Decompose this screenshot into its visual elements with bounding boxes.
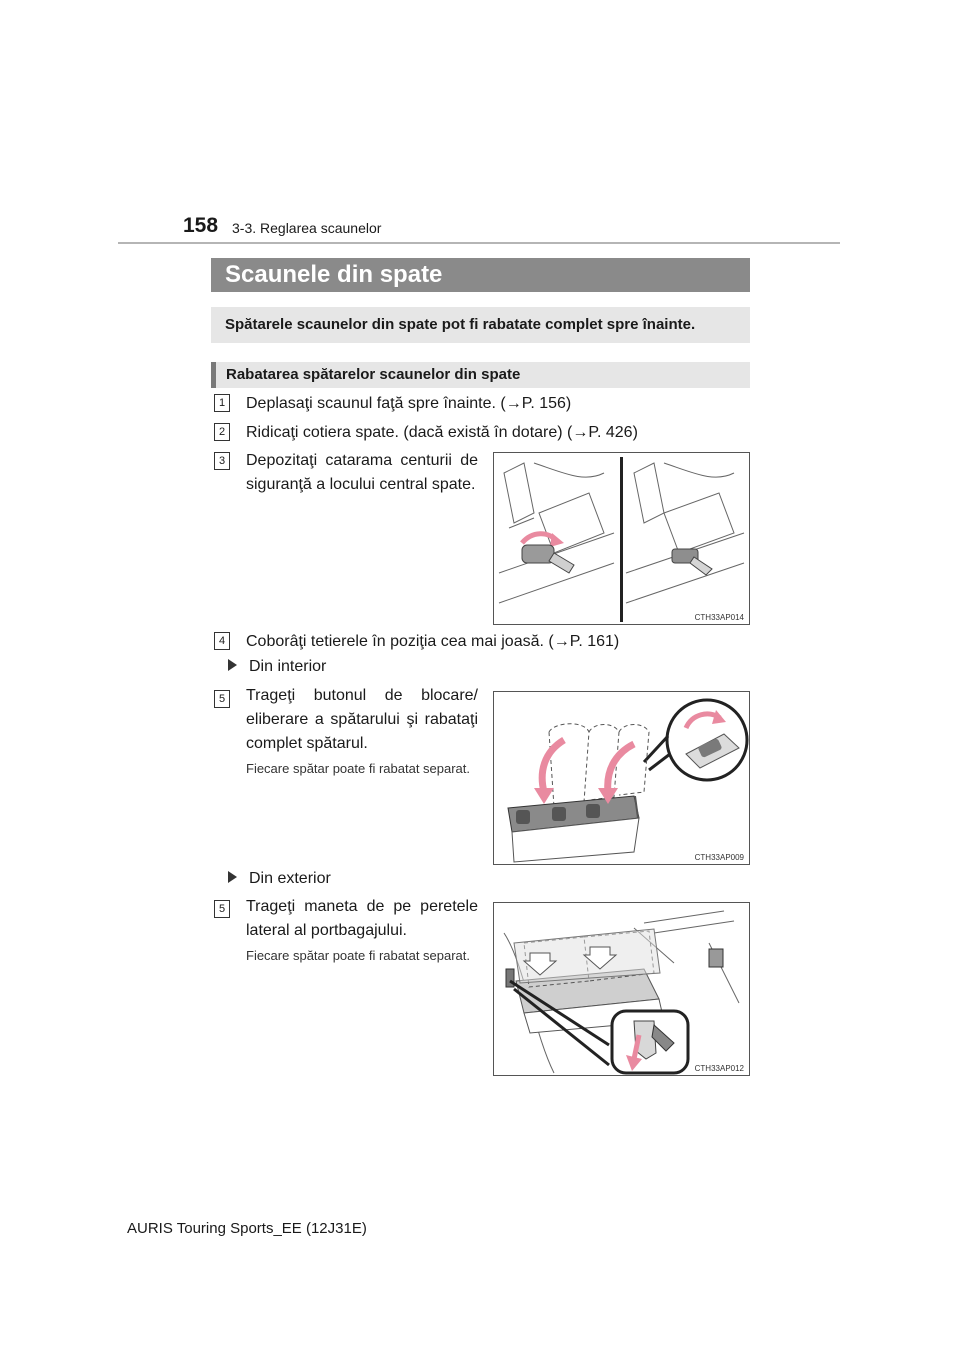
step-text-2: Ridicaţi cotiera spate. (dacă există în dotare) (→P. 426) — [246, 424, 638, 441]
option-label-exterior: Din exterior — [228, 868, 331, 890]
figure-code-2: CTH33AP009 — [694, 853, 744, 862]
step-number-5b: 5 — [214, 900, 230, 918]
step-text-3: Depozitaţi catarama centurii de siguranţă a locului central spate. — [246, 452, 478, 493]
intro-box: Spătarele scaunelor din spate pot fi rabatate complet spre înainte. — [211, 307, 750, 343]
step-note-5b: Fiecare spătar poate fi rabatat separat. — [246, 948, 471, 963]
step-text-5a: Trageţi butonul de blocare/ eliberare a spătarului şi rabataţi complet spătarul. — [246, 687, 478, 752]
figure-fold-interior — [493, 691, 750, 865]
step-note-5a: Fiecare spătar poate fi rabatat separat. — [246, 761, 471, 776]
footer-model: AURIS Touring Sports_EE (12J31E) — [127, 1220, 367, 1237]
figure-code-1: CTH33AP014 — [694, 613, 744, 622]
step-number-5a: 5 — [214, 690, 230, 708]
triangle-bullet-icon — [228, 871, 237, 883]
section-title: Scaunele din spate — [211, 258, 750, 292]
triangle-bullet-icon — [228, 659, 237, 671]
subheading: Rabatarea spătarelor scaunelor din spate — [211, 362, 750, 388]
step-number-2: 2 — [214, 423, 230, 441]
figure-code-3: CTH33AP012 — [694, 1064, 744, 1073]
figure-fold-exterior — [493, 902, 750, 1076]
option-label-interior: Din interior — [228, 656, 326, 678]
figure-seatbelt-buckle — [493, 452, 750, 625]
header-divider — [118, 242, 840, 244]
page-number: 158 — [183, 214, 219, 237]
step-text-4: Coborâţi tetierele în poziţia cea mai joasă. (→P. 161) — [246, 633, 620, 650]
step-text-5b: Trageţi maneta de pe peretele lateral al portbagajului. — [246, 898, 478, 939]
step-number-1: 1 — [214, 394, 230, 412]
section-header: 3-3. Reglarea scaunelor — [232, 220, 382, 236]
step-number-3: 3 — [214, 452, 230, 470]
step-text-1: Deplasaţi scaunul faţă spre înainte. (→P. 156) — [246, 395, 572, 412]
step-number-4: 4 — [214, 632, 230, 650]
